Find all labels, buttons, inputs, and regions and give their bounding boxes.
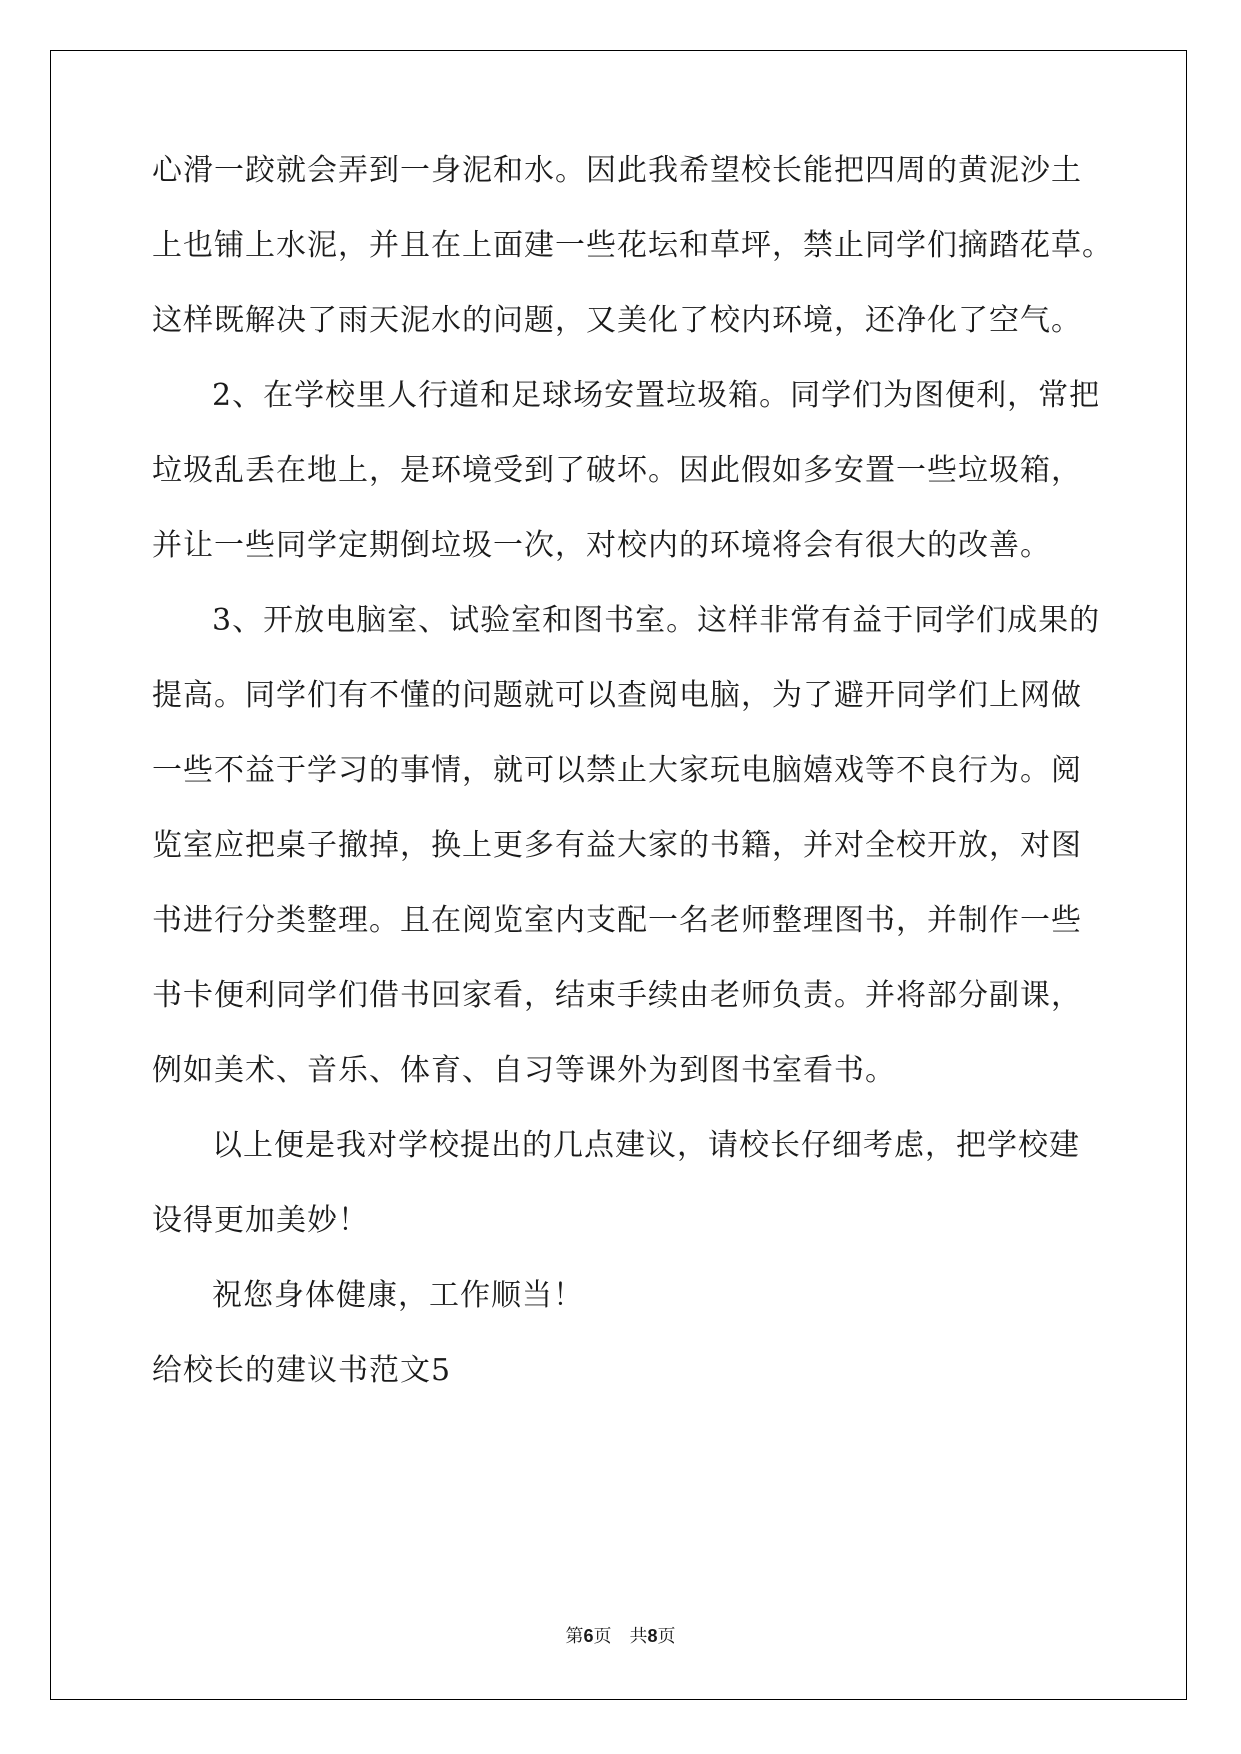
closing-wish: 祝您身体健康，工作顺当！ bbox=[212, 1278, 584, 1313]
body-line-14: 以上便是我对学校提出的几点建议，请校长仔细考虑，把学校建 bbox=[212, 1128, 1080, 1163]
body-line-15: 设得更加美妙！ bbox=[152, 1203, 369, 1238]
body-line-10: 览室应把桌子撤掉，换上更多有益大家的书籍，并对全校开放，对图 bbox=[152, 828, 1082, 863]
body-line-8: 提高。同学们有不懂的问题就可以查阅电脑，为了避开同学们上网做 bbox=[152, 678, 1082, 713]
total-pages-number: 8 bbox=[647, 1626, 658, 1646]
section-heading: 给校长的建议书范文5 bbox=[152, 1353, 452, 1388]
body-line-9: 一些不益于学习的事情，就可以禁止大家玩电脑嬉戏等不良行为。阅 bbox=[152, 753, 1082, 788]
body-line-3: 这样既解决了雨天泥水的问题，又美化了校内环境，还净化了空气。 bbox=[152, 303, 1082, 338]
body-line-11: 书进行分类整理。且在阅览室内支配一名老师整理图书，并制作一些 bbox=[152, 903, 1082, 938]
body-line-5: 垃圾乱丢在地上，是环境受到了破坏。因此假如多安置一些垃圾箱， bbox=[152, 453, 1082, 488]
body-line-7: 3、开放电脑室、试验室和图书室。这样非常有益于同学们成果的 bbox=[212, 603, 1101, 638]
footer-page-suffix: 页 bbox=[593, 1626, 612, 1647]
page-border bbox=[50, 50, 1187, 1700]
page-footer bbox=[0, 1622, 1241, 1648]
body-line-12: 书卡便利同学们借书回家看，结束手续由老师负责。并将部分副课， bbox=[152, 978, 1082, 1013]
body-line-6: 并让一些同学定期倒垃圾一次，对校内的环境将会有很大的改善。 bbox=[152, 528, 1051, 563]
body-line-1: 心滑一跤就会弄到一身泥和水。因此我希望校长能把四周的黄泥沙土 bbox=[152, 153, 1082, 188]
current-page-number: 6 bbox=[583, 1626, 594, 1646]
body-line-13: 例如美术、音乐、体育、自习等课外为到图书室看书。 bbox=[152, 1053, 896, 1088]
body-line-2: 上也铺上水泥，并且在上面建一些花坛和草坪，禁止同学们摘踏花草。 bbox=[152, 228, 1113, 263]
footer-total-prefix: 共 bbox=[629, 1626, 648, 1647]
body-line-4: 2、在学校里人行道和足球场安置垃圾箱。同学们为图便利，常把 bbox=[212, 378, 1101, 413]
footer-total-suffix: 页 bbox=[657, 1626, 676, 1647]
footer-prefix: 第 bbox=[565, 1626, 584, 1647]
